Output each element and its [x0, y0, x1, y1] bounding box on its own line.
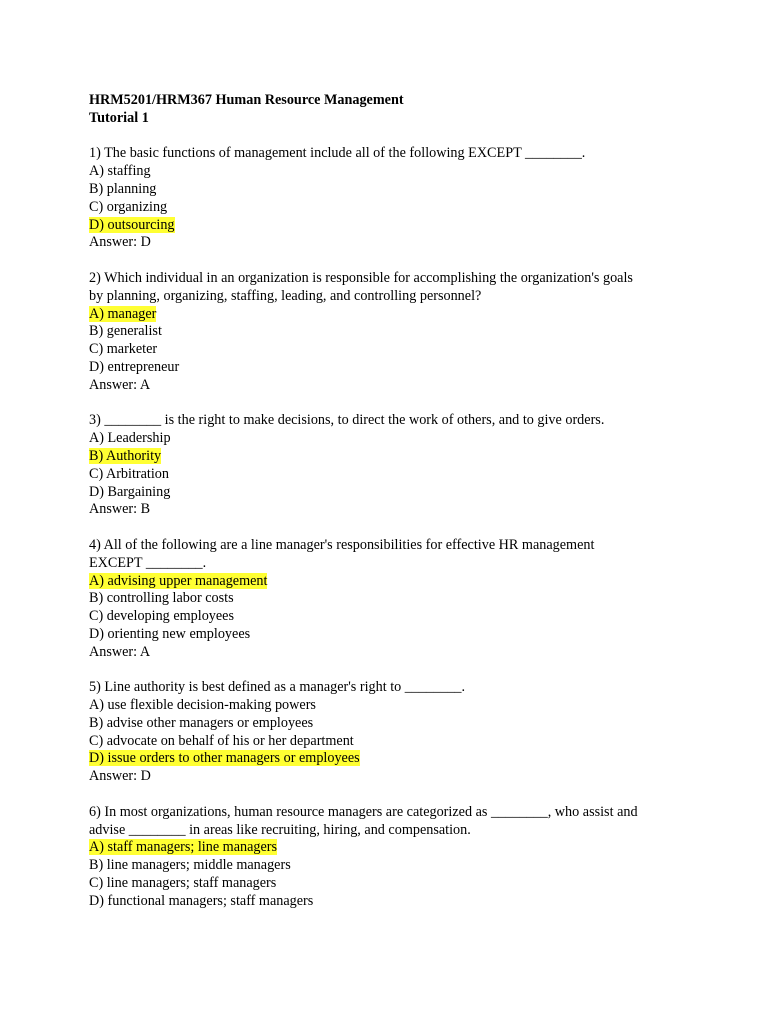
answer-option — [89, 875, 689, 893]
answer-key: Answer: A — [89, 643, 151, 660]
answer-option-label: A) use flexible decision-making powers — [89, 697, 316, 714]
question-text: 3) ________ is the right to make decisions, to direct the work of others, and to give orders. — [89, 412, 605, 429]
question-text: 2) Which individual in an organization is responsible for accomplishing the organization's goals — [89, 269, 633, 286]
question-text: 1) The basic functions of management include all of the following EXCEPT ________. — [89, 145, 586, 162]
answer-option-label: B) controlling labor costs — [89, 590, 234, 607]
answer-key: Answer: D — [89, 234, 151, 251]
answer-option — [89, 341, 689, 359]
answer-option — [89, 893, 689, 911]
answer-option — [89, 733, 689, 751]
answer-option — [89, 839, 689, 857]
question-block — [89, 145, 689, 252]
answer-key: Answer: B — [89, 501, 151, 518]
answer-option — [89, 626, 689, 644]
answer-option — [89, 750, 689, 768]
question-block — [89, 412, 689, 519]
answer-option — [89, 573, 689, 591]
answer-option — [89, 608, 689, 626]
answer-option-label: C) Arbitration — [89, 465, 169, 482]
answer-option — [89, 857, 689, 875]
answer-option-label: C) advocate on behalf of his or her department — [89, 732, 354, 749]
highlighted-answer-option: B) Authority — [89, 447, 162, 464]
answer-option — [89, 323, 689, 341]
question-text: 6) In most organizations, human resource managers are categorized as ________, who assist and — [89, 803, 638, 820]
answer-option — [89, 217, 689, 235]
highlighted-answer-option: A) staff managers; line managers — [89, 839, 278, 856]
answer-option-label: C) marketer — [89, 341, 158, 358]
answer-option — [89, 697, 689, 715]
answer-option-label: D) functional managers; staff managers — [89, 892, 314, 909]
answer-option — [89, 466, 689, 484]
highlighted-answer-option: D) outsourcing — [89, 216, 175, 233]
question-text: EXCEPT ________. — [89, 554, 207, 571]
highlighted-answer-option: A) manager — [89, 305, 157, 322]
answer-option-label: C) line managers; staff managers — [89, 875, 277, 892]
answer-option-label: C) developing employees — [89, 608, 234, 625]
answer-option — [89, 715, 689, 733]
answer-option-label: B) line managers; middle managers — [89, 857, 291, 874]
answer-key: Answer: A — [89, 376, 151, 393]
answer-option — [89, 430, 689, 448]
document-title: HRM5201/HRM367 Human Resource Management — [89, 92, 404, 108]
answer-option-label: B) advise other managers or employees — [89, 714, 314, 731]
answer-option-label: D) entrepreneur — [89, 358, 180, 375]
answer-option-label: B) planning — [89, 180, 157, 197]
question-block — [89, 537, 689, 662]
answer-option-label: A) staffing — [89, 163, 151, 180]
answer-option — [89, 359, 689, 377]
answer-option-label: D) Bargaining — [89, 483, 171, 500]
highlighted-answer-option: D) issue orders to other managers or employees — [89, 750, 360, 767]
answer-option — [89, 199, 689, 217]
question-block — [89, 679, 689, 786]
question-text: by planning, organizing, staffing, leading, and controlling personnel? — [89, 287, 482, 304]
answer-option — [89, 306, 689, 324]
question-text: 4) All of the following are a line manager's responsibilities for effective HR management — [89, 536, 595, 553]
question-block — [89, 270, 689, 395]
answer-option — [89, 484, 689, 502]
document-subtitle: Tutorial 1 — [89, 109, 149, 126]
answer-option-label: C) organizing — [89, 198, 168, 215]
answer-option — [89, 163, 689, 181]
question-text: 5) Line authority is best defined as a manager's right to ________. — [89, 679, 466, 696]
answer-option-label: A) Leadership — [89, 430, 171, 447]
question-block — [89, 804, 689, 911]
answer-option — [89, 448, 689, 466]
question-list — [89, 145, 689, 910]
answer-option-label: B) generalist — [89, 323, 162, 340]
document-page — [89, 92, 689, 911]
answer-option — [89, 181, 689, 199]
answer-option-label: D) orienting new employees — [89, 625, 251, 642]
highlighted-answer-option: A) advising upper management — [89, 572, 268, 589]
question-text: advise ________ in areas like recruiting, hiring, and compensation. — [89, 821, 471, 838]
answer-key: Answer: D — [89, 768, 151, 785]
answer-option — [89, 590, 689, 608]
